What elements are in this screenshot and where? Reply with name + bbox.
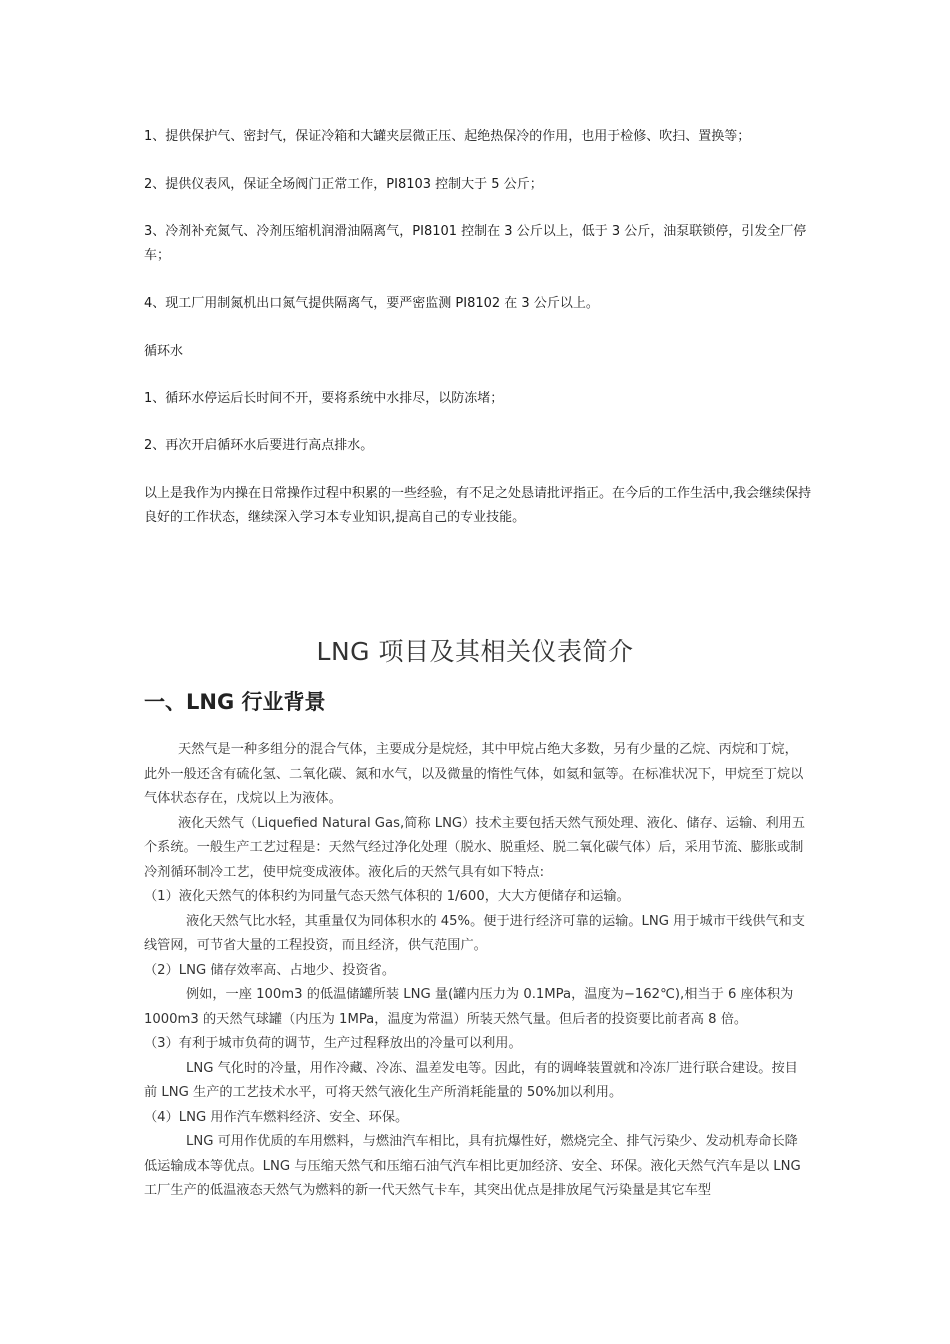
list-item: 2、提供仪表风，保证全场阀门正常工作，PI8103 控制大于 5 公斤； xyxy=(144,177,543,192)
paragraph: （3）有利于城市负荷的调节，生产过程释放出的冷量可以利用。 xyxy=(144,1036,522,1051)
paragraph: （2）LNG 储存效率高、占地少、投资省。 xyxy=(144,962,396,978)
paragraph: 液化天然气比水轻，其重量仅为同体积水的 45%。便于进行经济可靠的运输。LNG 用于城市干线供气和支线管网，可节省大量的工程投资，而且经济，供气范围广。 xyxy=(144,913,805,953)
paragraph: 例如，一座 100m3 的低温储罐所装 LNG 量(罐内压力为 0.1MPa，温度为−162℃),相当于 6 座体积为 1000m3 的天然气球罐（内压为 1MPa，温度为常温）所装天然气量。但后者的投资要比前者高 8 倍。 xyxy=(144,987,794,1027)
paragraph: （4）LNG 用作汽车燃料经济、安全、环保。 xyxy=(144,1109,409,1125)
section-heading: 一、LNG 行业背景 xyxy=(144,690,326,714)
list-item: 3、冷剂补充氮气、冷剂压缩机润滑油隔离气，PI8101 控制在 3 公斤以上，低于 3 公斤，油泵联锁停，引发全厂停车； xyxy=(144,224,807,263)
list-item: 2、再次开启循环水后要进行高点排水。 xyxy=(144,438,374,453)
article-title: LNG 项目及其相关仪表简介 xyxy=(316,637,634,666)
paragraph: LNG 可用作优质的车用燃料，与燃油汽车相比，具有抗爆性好，燃烧完全、排气污染少、发动机寿命长降低运输成本等优点。LNG 与压缩天然气和压缩石油气汽车相比更加经济、安全、环保。液化天然气汽车是以 LNG 工厂生产的低温液态天然气为燃料的新一代天然气卡车，其突出优点是排放尾气污染量是其它车型 xyxy=(144,1134,801,1198)
closing-paragraph: 以上是我作为内操在日常操作过程中积累的一些经验，有不足之处恳请批评指正。在今后的工作生活中,我会继续保持良好的工作状态，继续深入学习本专业知识,提高自己的专业技能。 xyxy=(144,486,812,525)
paragraph: 液化天然气（Liquefied Natural Gas,简称 LNG）技术主要包括天然气预处理、液化、储存、运输、利用五个系统。一般生产工艺过程是：天然气经过净化处理（脱水、脱重烃、脱二氧化碳气体）后，采用节流、膨胀或制冷剂循环制冷工艺，使甲烷变成液体。液化后的天然气具有如下特点: xyxy=(144,815,806,880)
paragraph: LNG 气化时的冷量，用作冷藏、冷冻、温差发电等。因此，有的调峰装置就和冷冻厂进行联合建设。按目前 LNG 生产的工艺技术水平，可将天然气液化生产所消耗能量的 50%加以利用。 xyxy=(144,1060,798,1100)
paragraph: （1）液化天然气的体积约为同量气态天然气体积的 1/600，大大方便储存和运输。 xyxy=(144,889,630,904)
list-item: 1、循环水停运后长时间不开，要将系统中水排尽，以防冻堵； xyxy=(144,391,504,406)
article-body xyxy=(144,738,808,1204)
section-heading-water: 循环水 xyxy=(144,344,184,359)
list-item: 4、现工厂用制氮机出口氮气提供隔离气，要严密监测 PI8102 在 3 公斤以上。 xyxy=(144,296,599,311)
paragraph: 天然气是一种多组分的混合气体，主要成分是烷烃，其中甲烷占绝大多数，另有少量的乙烷、丙烷和丁烷，此外一般还含有硫化氢、二氧化碳、氮和水气，以及微量的惰性气体，如氦和氩等。在标准状况下，甲烷至丁烷以气体状态存在，戊烷以上为液体。 xyxy=(144,742,804,806)
list-item: 1、提供保护气、密封气，保证冷箱和大罐夹层微正压、起绝热保冷的作用，也用于检修、吹扫、置换等； xyxy=(144,129,751,144)
